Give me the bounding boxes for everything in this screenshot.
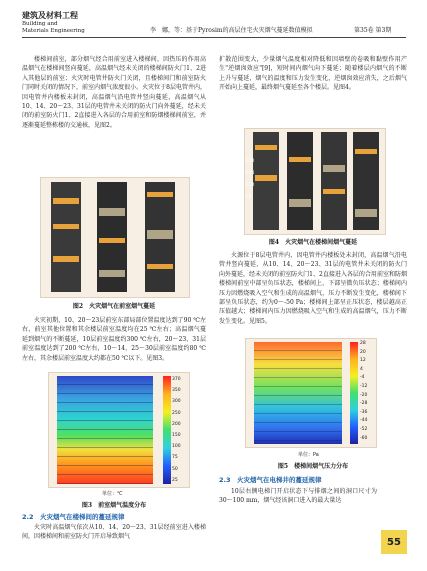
fig5-floor-lines: [254, 342, 342, 444]
journal-title-en-2: Materials Engineering: [22, 28, 85, 34]
issue-label: 第35卷 第3期: [354, 27, 392, 34]
right-paragraph-2: 火源位于8层电管井内，因电管井内楼板处未封闭，高温烟气沿电管井竖向蔓延，从10、14、20～23、31层的电管井未关闭的防火门向外蔓延，经未关闭的前室防火门1、2直接进入各层的合用前室和防烟楼梯间前室中部呈负压状态，楼梯间上、下部呈微负压状态；楼梯间内压力因燃烧吸入空气和生成的高温烟气，压力不断发生变化，楼梯间下部呈负压状态，约为0～-50 Pa；楼梯间上部呈正压状态，楼层越高正压值越大；楼梯间内压力因燃烧吸入空气和生成的高温烟气，压力不断发生变化。见图5。: [219, 252, 407, 325]
fig3-colorbar-labels: 370 350 300 250 200 150 100 75 50 25: [172, 377, 181, 483]
fig5-colorbar-labels: 28 20 12 4 -4 -12 -20 -28 -36 -44 -52 -60: [360, 341, 368, 441]
page-number: 55: [381, 530, 407, 554]
fig3-floor-lines: [57, 376, 153, 484]
left-paragraph-3: 火灾时高温烟气依次从10、14、20～23、31层经前室进入楼梯间，因楼梯间和前室防火门开启导致烟气: [22, 524, 206, 541]
running-title: 李 娜，等：基于Pyrosim的高层住宅火灾烟气蔓延数值模拟: [150, 27, 313, 34]
right-paragraph-1: 扩散范围变大，少量烟气温度相对降低和因墙壁的卷吸和黏壁作用产生"逆烟囱效应"[9]，短时间内烟气向下蔓延；随着楼层内烟气的不断上升与蔓延，烟气的温度和压力发生变化，逆烟囱效应消失，之后烟气开始向上蔓延，最终烟气蔓延至各个楼层。见图4。: [219, 56, 407, 92]
figure-4-image: [244, 128, 386, 235]
figure-2-image: [40, 177, 190, 298]
fig5-colorbar: [350, 342, 358, 444]
section-heading-2-3: 2.3 火灾烟气在电梯井的蔓延规律: [219, 476, 322, 484]
journal-title-cn: 建筑及材料工程: [22, 10, 78, 20]
figure-3-caption: 图3 前室烟气温度分布: [81, 502, 147, 509]
fig4-floor-labels: F20 F14 F10 F8: [246, 159, 255, 200]
figure-5-image: [245, 338, 377, 448]
figure-4-caption: 图4 火灾烟气在楼梯间烟气蔓延: [268, 239, 358, 246]
fig3-unit: 单位：℃: [102, 491, 123, 497]
figure-5-caption: 图5 楼梯间烟气压力分布: [277, 463, 349, 470]
fig5-unit: 单位：Pa: [298, 452, 319, 458]
fig4-strip-3: [321, 132, 347, 230]
fig4-strip-2: [287, 132, 313, 230]
section-heading-2-2: 2.2 火灾烟气在楼梯间的蔓延规律: [22, 513, 125, 521]
fig3-colorbar: [163, 376, 171, 484]
figure-2-caption: 图2 火灾烟气在前室烟气蔓延: [72, 303, 156, 310]
figure-3-image: [48, 372, 190, 488]
right-paragraph-3: 10层右侧电梯门开启状态下与排烟之间的洞口尺寸为30～100 mm，烟气经该洞口进入的最大量达: [219, 488, 377, 505]
left-paragraph-1: 楼梯间前室，部分烟气经合用前室进入楼梯间，因热压的作用高温烟气在楼梯间竖向蔓延，高温烟气经未关闭的楼梯间防火门1、2进入其他层的前室；火灾时电管井防火门关闭，且楼梯间门和前室防火门同时关闭的情况下，前室内烟气浓度很小。火灾位于8层电管井内，因电管井内楼板未封闭，高温烟气沿电管井竖向蔓延，高温烟气从10、14、20～23、31层的电管井未关闭的防火门向外蔓延，经未关闭的前室防火门1、2直接进入各层的合用前室和防烟楼梯间前室，并逐渐蔓延整栋楼的交通核，见图2。: [22, 56, 206, 129]
journal-title-en-1: Building and: [22, 21, 58, 27]
header-rule: [22, 37, 406, 38]
left-paragraph-2: 火灾初期，10、20～23层前室东部局部位置温度达到了90 ℃左右，前室其他位置和其余楼层前室温度均在25 ℃左右；高温烟气蔓延到烟气的不断蔓延，10层前室温度约300 ℃左右，20～23、31层前室温度达到了200 ℃左右，10～14、25～30层前室温度约80 ℃左右，其余楼层前室温度大约都在50 ℃以下。见图3。: [22, 317, 206, 362]
